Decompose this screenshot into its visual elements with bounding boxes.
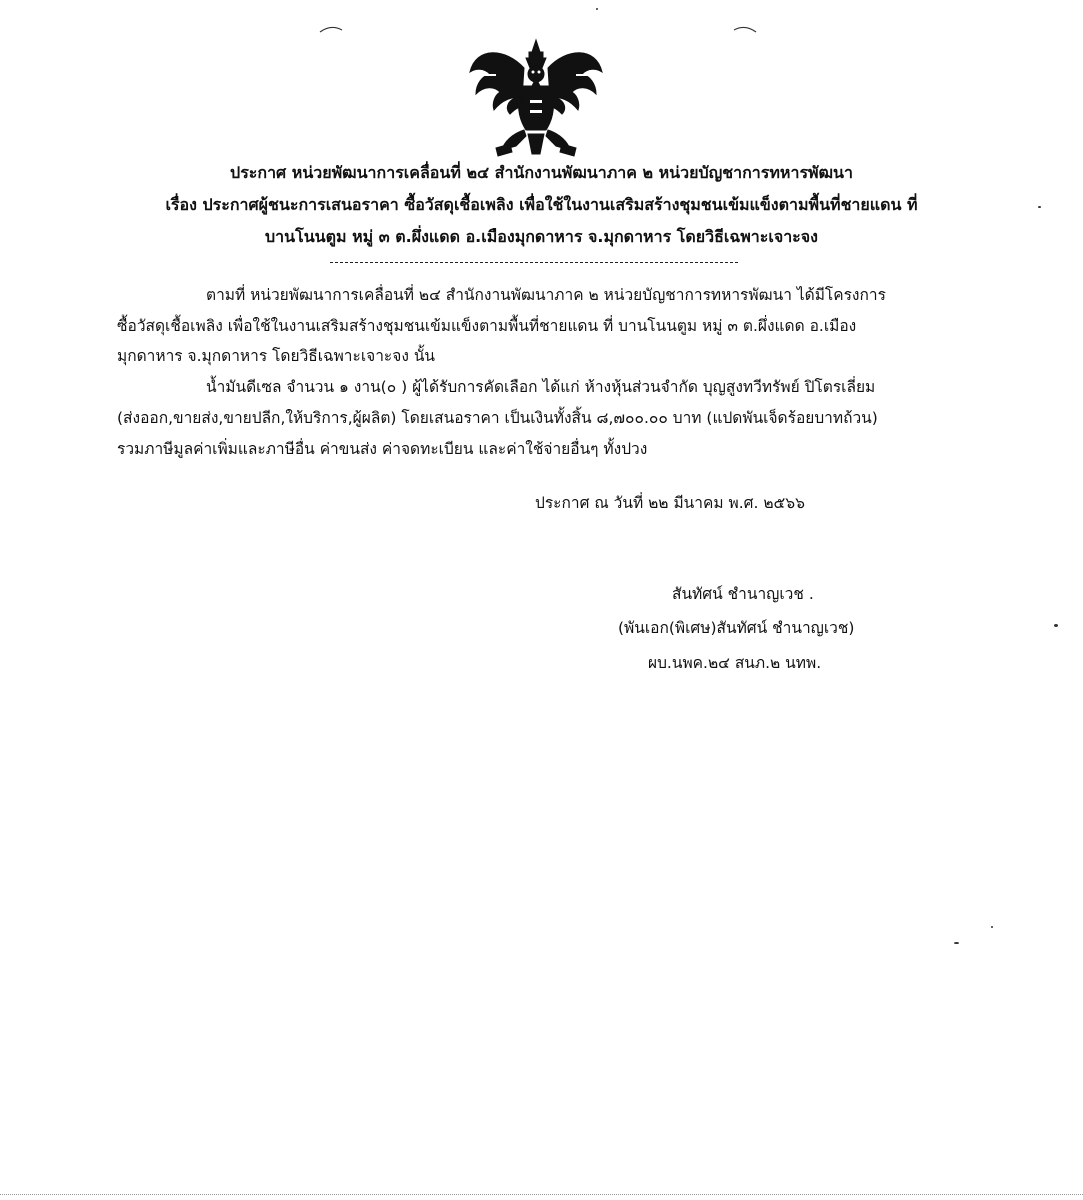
paragraph-1-line-1: ตามที่ หน่วยพัฒนาการเคลื่อนที่ ๒๔ สำนักงานพัฒนาภาค ๒ หน่วยบัญชาการทหารพัฒนา ได้มีโครงการ [206, 286, 886, 304]
paragraph-2-line-1: น้ำมันดีเซล จำนวน ๑ งาน(๐ ) ผู้ได้รับการคัดเลือก ได้แก่ ห้างหุ้นส่วนจำกัด บุญสูงทวีทรัพย์ ปิโตรเลี่ยม [206, 378, 876, 396]
scan-speck [1038, 206, 1041, 208]
scan-speck [954, 942, 959, 944]
signature-name: สันทัศน์ ชำนาญเวช . [672, 585, 814, 603]
scan-speck [596, 8, 598, 10]
heading-line-1: ประกาศ หน่วยพัฒนาการเคลื่อนที่ ๒๔ สำนักงานพัฒนาภาค ๒ หน่วยบัญชาการทหารพัฒนา [230, 163, 853, 182]
paragraph-1-line-3: มุกดาหาร จ.มุกดาหาร โดยวิธีเฉพาะเจาะจง นั้น [117, 347, 436, 365]
heading-line-2: เรื่อง ประกาศผู้ชนะการเสนอราคา ซื้อวัสดุเชื้อเพลิง เพื่อใช้ในงานเสริมสร้างชุมชนเข้มแข็งตามพื้นที่ชายแดน ที่ [165, 195, 918, 214]
heading-separator [330, 262, 738, 263]
paragraph-1-line-2: ซื้อวัสดุเชื้อเพลิง เพื่อใช้ในงานเสริมสร้างชุมชนเข้มแข็งตามพื้นที่ชายแดน ที่ บานโนนตูม หมู่ ๓ ต.ผึ่งแดด อ.เมือง [117, 317, 857, 335]
scan-mark [732, 24, 758, 34]
heading-line-3: บานโนนตูม หมู่ ๓ ต.ผึ่งแดด อ.เมืองมุกดาหาร จ.มุกดาหาร โดยวิธีเฉพาะเจาะจง [265, 227, 818, 246]
paragraph-2-line-3: รวมภาษีมูลค่าเพิ่มและภาษีอื่น ค่าขนส่ง ค่าจดทะเบียน และค่าใช้จ่ายอื่นๆ ทั้งปวง [117, 440, 648, 458]
paragraph-2-line-2: (ส่งออก,ขายส่ง,ขายปลีก,ให้บริการ,ผู้ผลิต) โดยเสนอราคา เป็นเงินทั้งสิ้น ๘,๗๐๐.๐๐ บาท (แปดพันเจ็ดร้อยบาทถ้วน) [117, 409, 878, 427]
signature-full-title: (พันเอก(พิเศษ)สันทัศน์ ชำนาญเวช) [618, 619, 855, 637]
signature-position: ผบ.นพค.๒๔ สนภ.๒ นทพ. [648, 654, 822, 672]
scan-mark [318, 24, 344, 34]
scan-speck [1054, 624, 1058, 627]
announcement-date: ประกาศ ณ วันที่ ๒๒ มีนาคม พ.ศ. ๒๕๖๖ [535, 494, 805, 512]
scan-edge [0, 1194, 1083, 1197]
scan-speck [991, 926, 993, 928]
garuda-emblem-icon [466, 38, 606, 158]
